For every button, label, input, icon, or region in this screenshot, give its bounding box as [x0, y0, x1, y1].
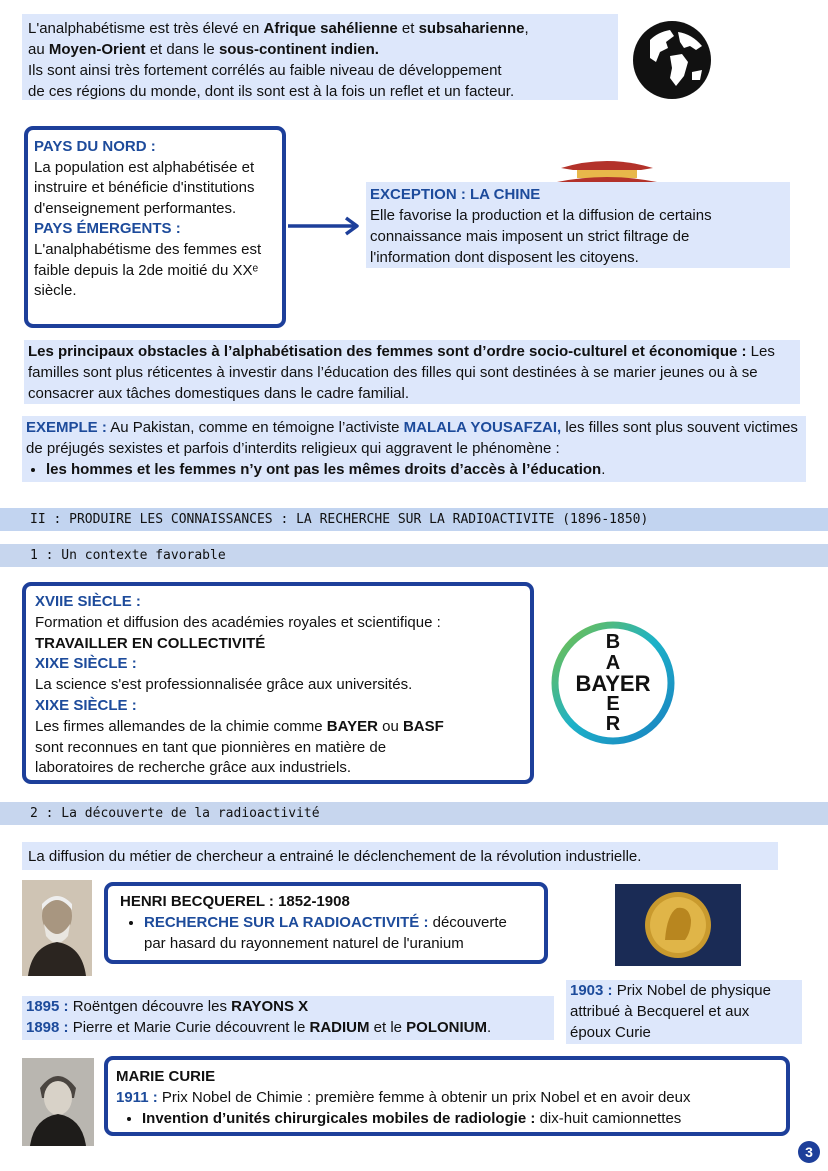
nobel-medal-image	[615, 884, 741, 966]
marie-curie-box: MARIE CURIE 1911 : Prix Nobel de Chimie : première femme à obtenir un prix Nobel et en avoir deux • Invention d’unités chirurgicales mobiles de radiologie : dix-huit camionnettes	[104, 1056, 790, 1136]
marie-curie-portrait	[22, 1058, 94, 1146]
nobel-1903-block: 1903 : Prix Nobel de physique attribué à Becquerel et aux époux Curie	[566, 980, 802, 1044]
bayer-logo	[550, 620, 676, 746]
centuries-box: XVIIE SIÈCLE : Formation et diffusion des académies royales et scientifique : TRAVAILLER EN COLLECTIVITÉ XIXE SIÈCLE : La science s'est professionnalisée grâce aux universités. XIXE SIÈCLE : Les firmes allemandes de la chimie comme BAYER ou BASF sont reconnues en tant que pionnières en matière de laboratoires de recherche grâce aux industriels.	[22, 582, 534, 784]
example-paragraph: EXEMPLE : Au Pakistan, comme en témoigne l’activiste MALALA YOUSAFZAI, les filles sont plus souvent victimes de préjugés sexistes et parfois d’interdits religieux qui aggravent le phénomène : • les hommes et les femmes n’y ont pas les mêmes droits d’accès à l’éducation.	[22, 416, 806, 482]
bayer-vertical-letters: B A E R	[605, 631, 621, 735]
timeline-block: 1895 : Roëntgen découvre les RAYONS X 1898 : Pierre et Marie Curie découvrent le RADIUM et le POLONIUM.	[22, 996, 554, 1040]
obstacles-paragraph: Les principaux obstacles à l’alphabétisation des femmes sont d’ordre socio-culturel et économique : Les familles sont plus réticentes à investir dans l’éducation des filles qui sont destinées à se marier jeunes ou à se consacrer aux tâches domestiques dans le cadre familial.	[24, 340, 800, 404]
page-number: 3	[798, 1141, 820, 1163]
north-countries-box: PAYS DU NORD : La population est alphabétisée et instruire et bénéficie d'institutions d'enseignement performantes. PAYS ÉMERGENTS : L'analphabétisme des femmes est faible depuis la 2de moitié du XXᵉ siècle.	[24, 126, 286, 328]
arrow-right-icon	[286, 216, 362, 236]
intro-block: L'analphabétisme est très élevé en Afrique sahélienne et subsaharienne, au Moyen-Orient et dans le sous-continent indien. Ils sont ainsi très fortement corrélés au faible niveau de développement de ces régions du monde, dont ils sont est à la fois un reflet et un facteur.	[22, 14, 618, 100]
becquerel-box: HENRI BECQUEREL : 1852-1908 • RECHERCHE SUR LA RADIOACTIVITÉ : découverte par hasard du rayonnement naturel de l'uranium	[104, 882, 548, 964]
bayer-horizontal-word: BAYER	[575, 671, 651, 696]
subsection-heading-2: 2 : La découverte de la radioactivité	[0, 802, 828, 825]
subsection-heading-1: 1 : Un contexte favorable	[0, 544, 828, 567]
section-heading: II : PRODUIRE LES CONNAISSANCES : LA RECHERCHE SUR LA RADIOACTIVITE (1896-1850)	[0, 508, 828, 531]
china-exception-block: EXCEPTION : LA CHINE Elle favorise la production et la diffusion de certains connaissance mais imposent un strict filtrage de l'information dont disposent les citoyens.	[366, 182, 790, 268]
globe-icon	[630, 18, 714, 102]
becquerel-portrait	[22, 880, 92, 976]
diffusion-sentence: La diffusion du métier de chercheur a entrainé le déclenchement de la révolution industrielle.	[22, 842, 778, 870]
